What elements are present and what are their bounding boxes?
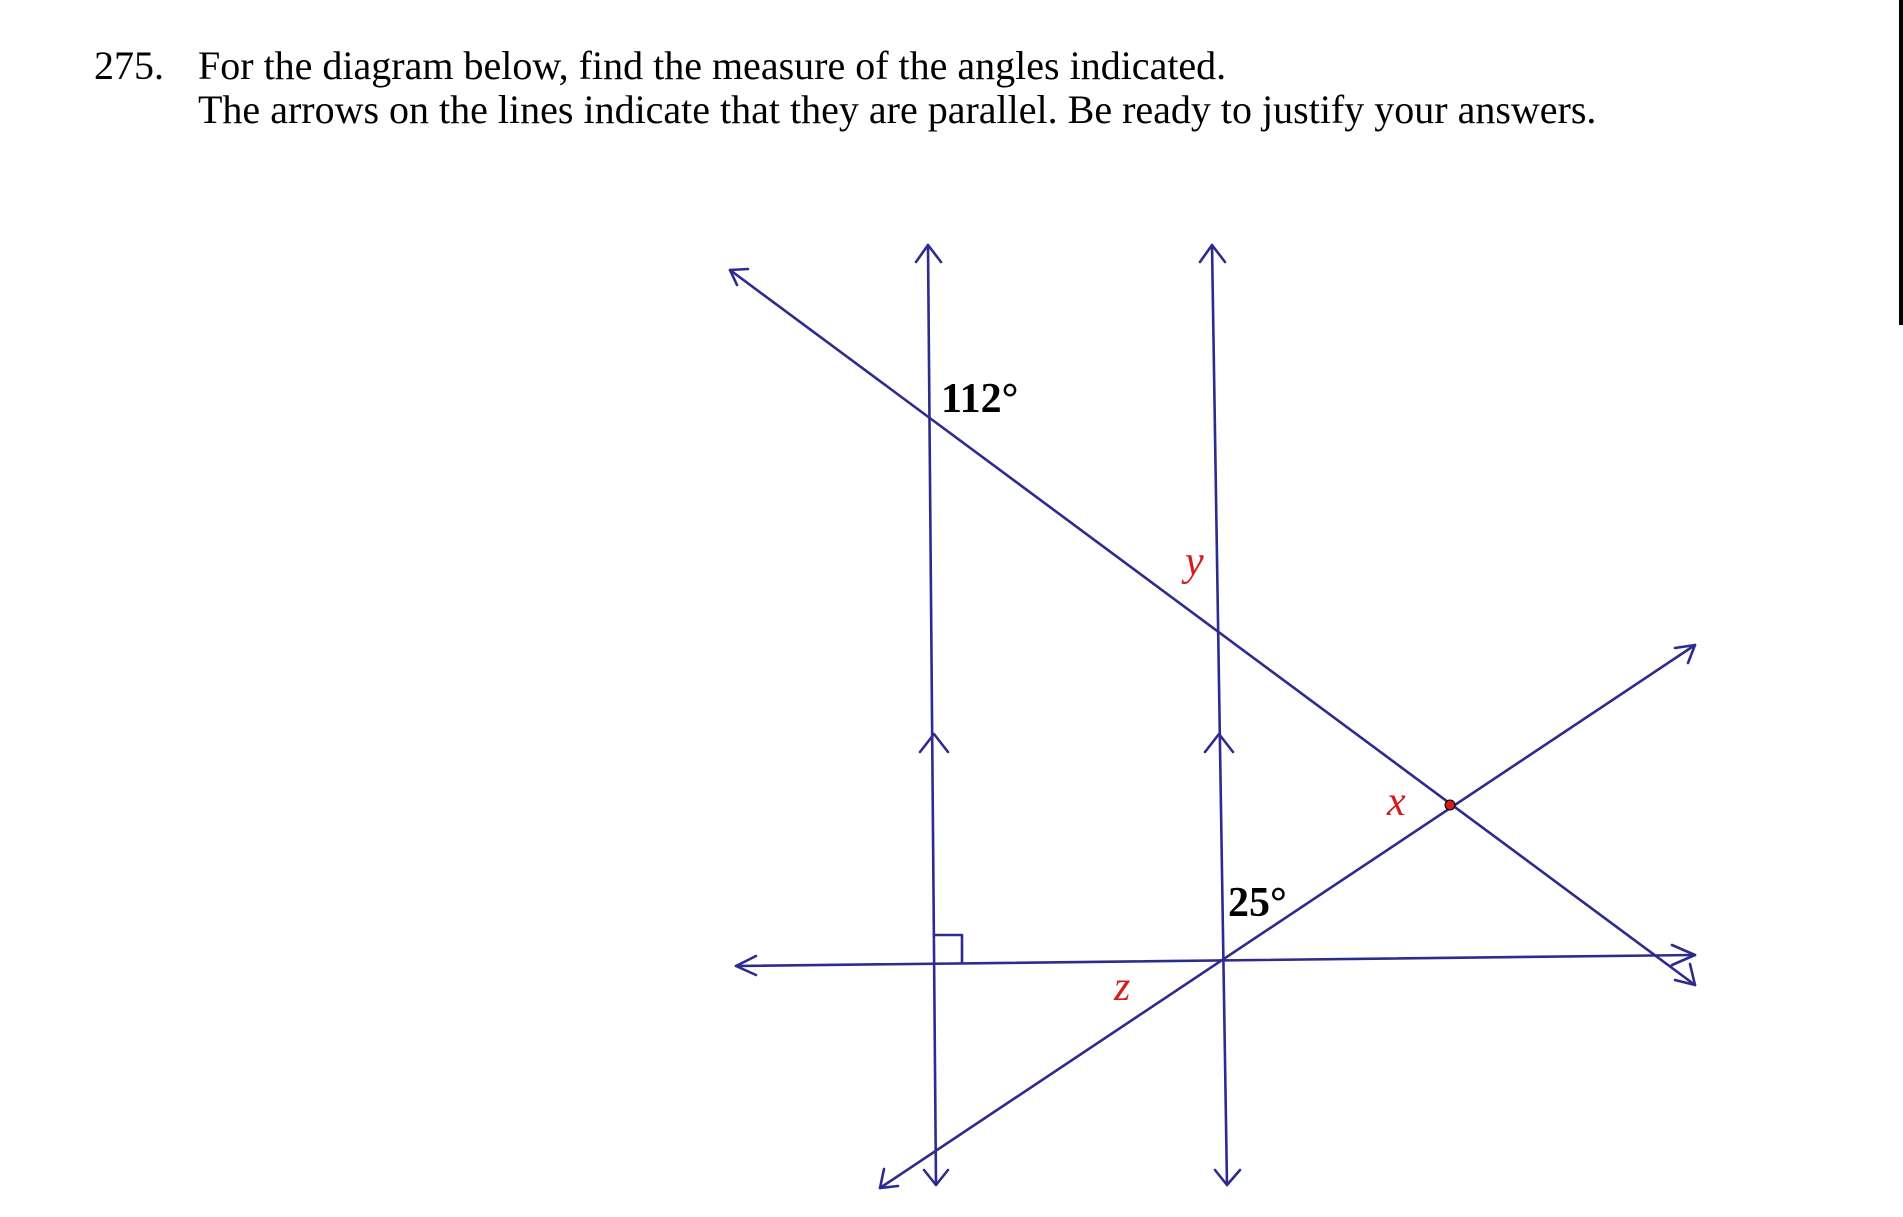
parallel-mark-left-vertical <box>920 734 948 752</box>
angle-label-112: 112° <box>941 376 1019 422</box>
intersection-point <box>1445 800 1455 810</box>
problem-number: 275. <box>94 43 164 88</box>
variable-label-y: y <box>1185 539 1204 585</box>
variable-label-z: z <box>1114 964 1131 1010</box>
right-vertical-line <box>1212 245 1227 1185</box>
ascending-transversal <box>880 645 1695 1188</box>
descending-transversal <box>730 270 1695 985</box>
variable-label-x: x <box>1387 779 1406 825</box>
problem-text-line-1: For the diagram below, find the measure of the angles indicated. <box>198 43 1227 88</box>
angle-label-25: 25° <box>1228 880 1287 926</box>
left-vertical-line <box>928 245 936 1185</box>
right-angle-marker <box>935 935 962 962</box>
problem-text-line-2: The arrows on the lines indicate that they are parallel. Be ready to justify your answers. <box>198 87 1597 132</box>
